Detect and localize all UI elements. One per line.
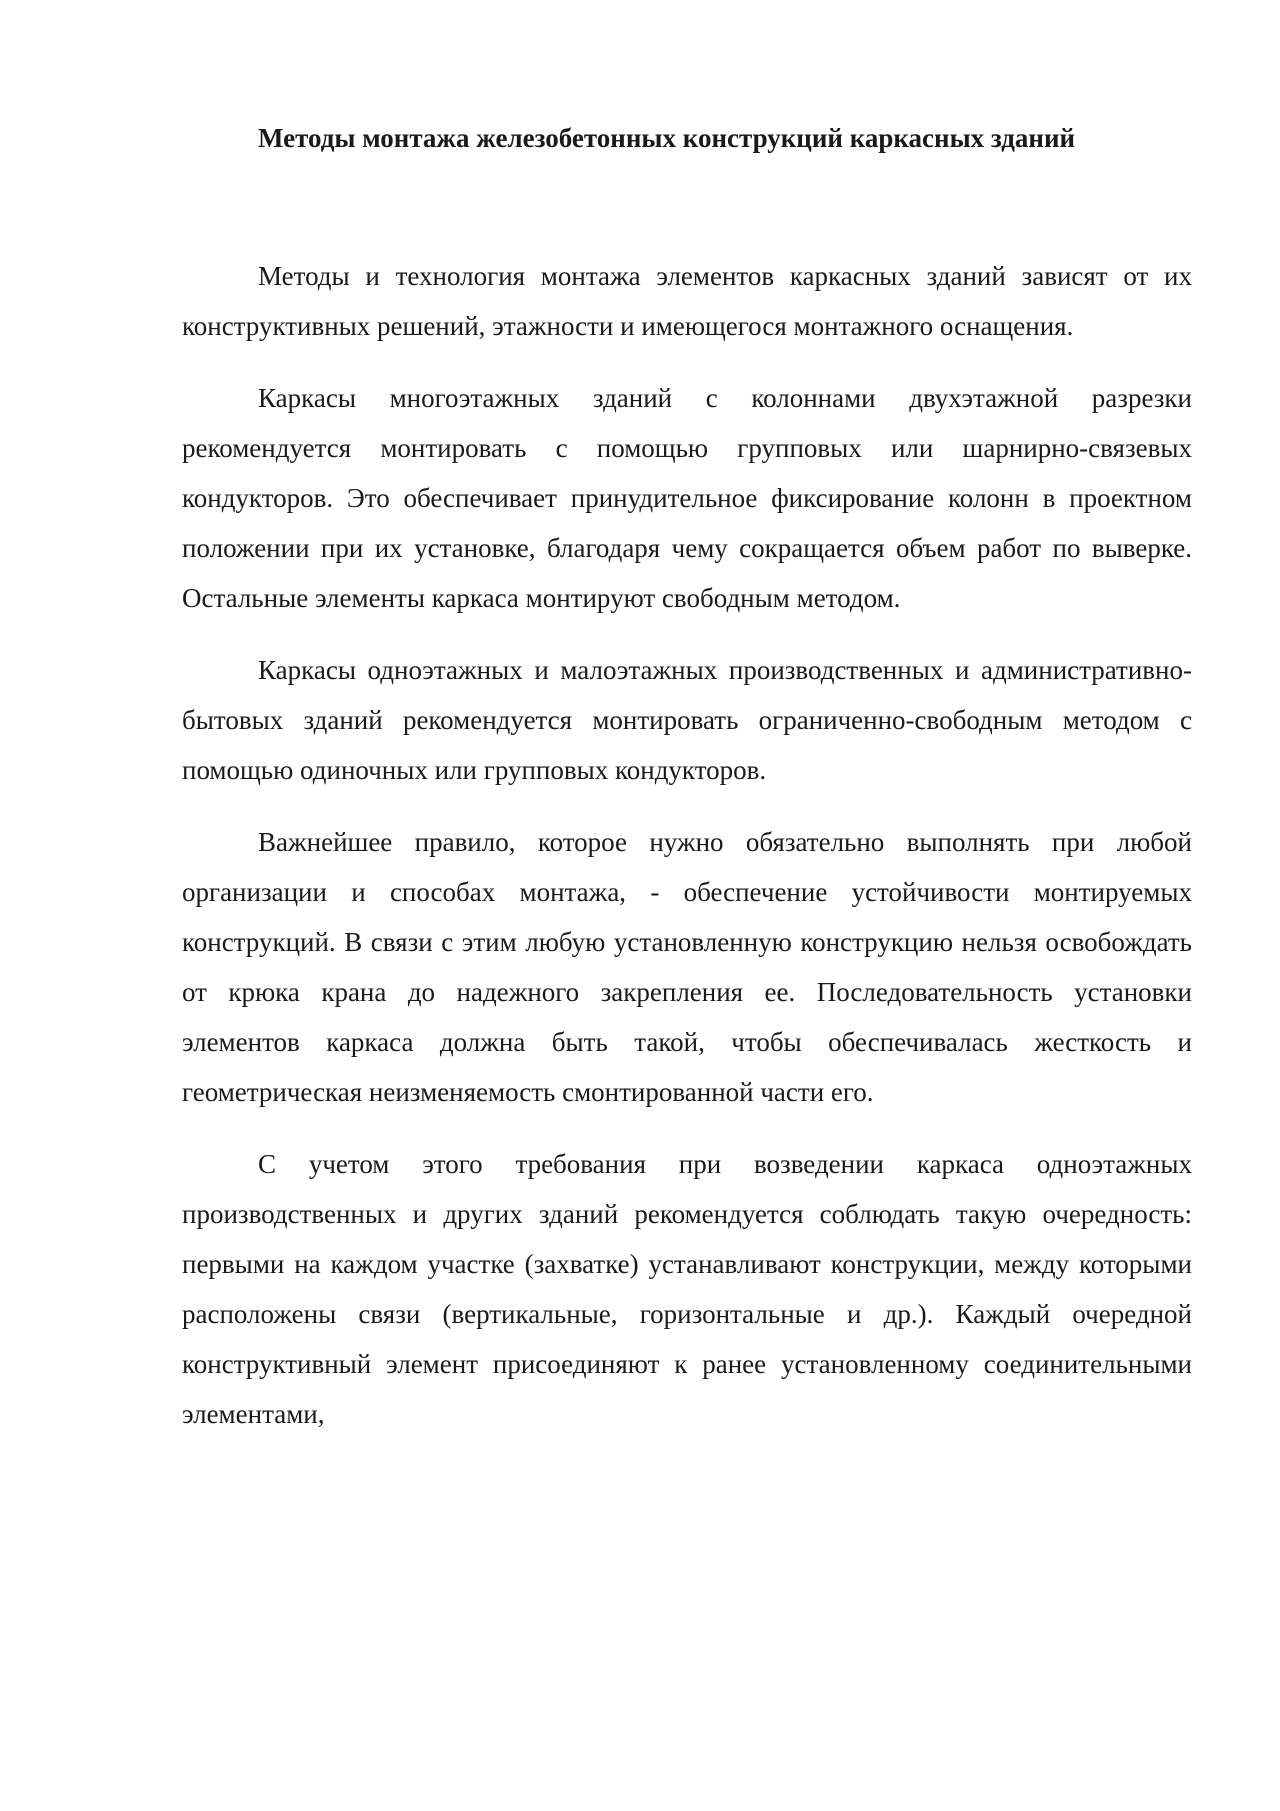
paragraph-5: С учетом этого требования при возведении каркаса одноэтажных производственных и других зданий рекомендуется соблюдать такую очередность: первыми на каждом участке (захватке) устанавливают конструкции, между которыми расположены связи (вертикальные, горизонтальные и др.). Каждый очередной конструктивный элемент присоединяют к ранее установленному соединительными элементами, [182, 1149, 1192, 1429]
document-title: Методы монтажа железобетонных конструкций каркасных зданий [258, 123, 1076, 153]
document-body [182, 251, 1192, 1439]
paragraph-4: Важнейшее правило, которое нужно обязательно выполнять при любой организации и способах монтажа, - обеспечение устойчивости монтируемых конструкций. В связи с этим любую установленную конструкцию нельзя освобождать от крюка крана до надежного закрепления ее. Последовательность установки элементов каркаса должна быть такой, чтобы обеспечивалась жесткость и геометрическая неизменяемость смонтированной части его. [182, 827, 1192, 1107]
paragraph-3: Каркасы одноэтажных и малоэтажных производственных и административно-бытовых зданий рекомендуется монтировать ограниченно-свободным методом с помощью одиночных или групповых кондукторов. [182, 655, 1192, 785]
paragraph-1: Методы и технология монтажа элементов каркасных зданий зависят от их конструктивных решений, этажности и имеющегося монтажного оснащения. [182, 261, 1192, 341]
paragraph-2: Каркасы многоэтажных зданий с колоннами двухэтажной разрезки рекомендуется монтировать с помощью групповых или шарнирно-связевых кондукторов. Это обеспечивает принудительное фиксирование колонн в проектном положении при их установке, благодаря чему сокращается объем работ по выверке. Остальные элементы каркаса монтируют свободным методом. [182, 383, 1192, 613]
